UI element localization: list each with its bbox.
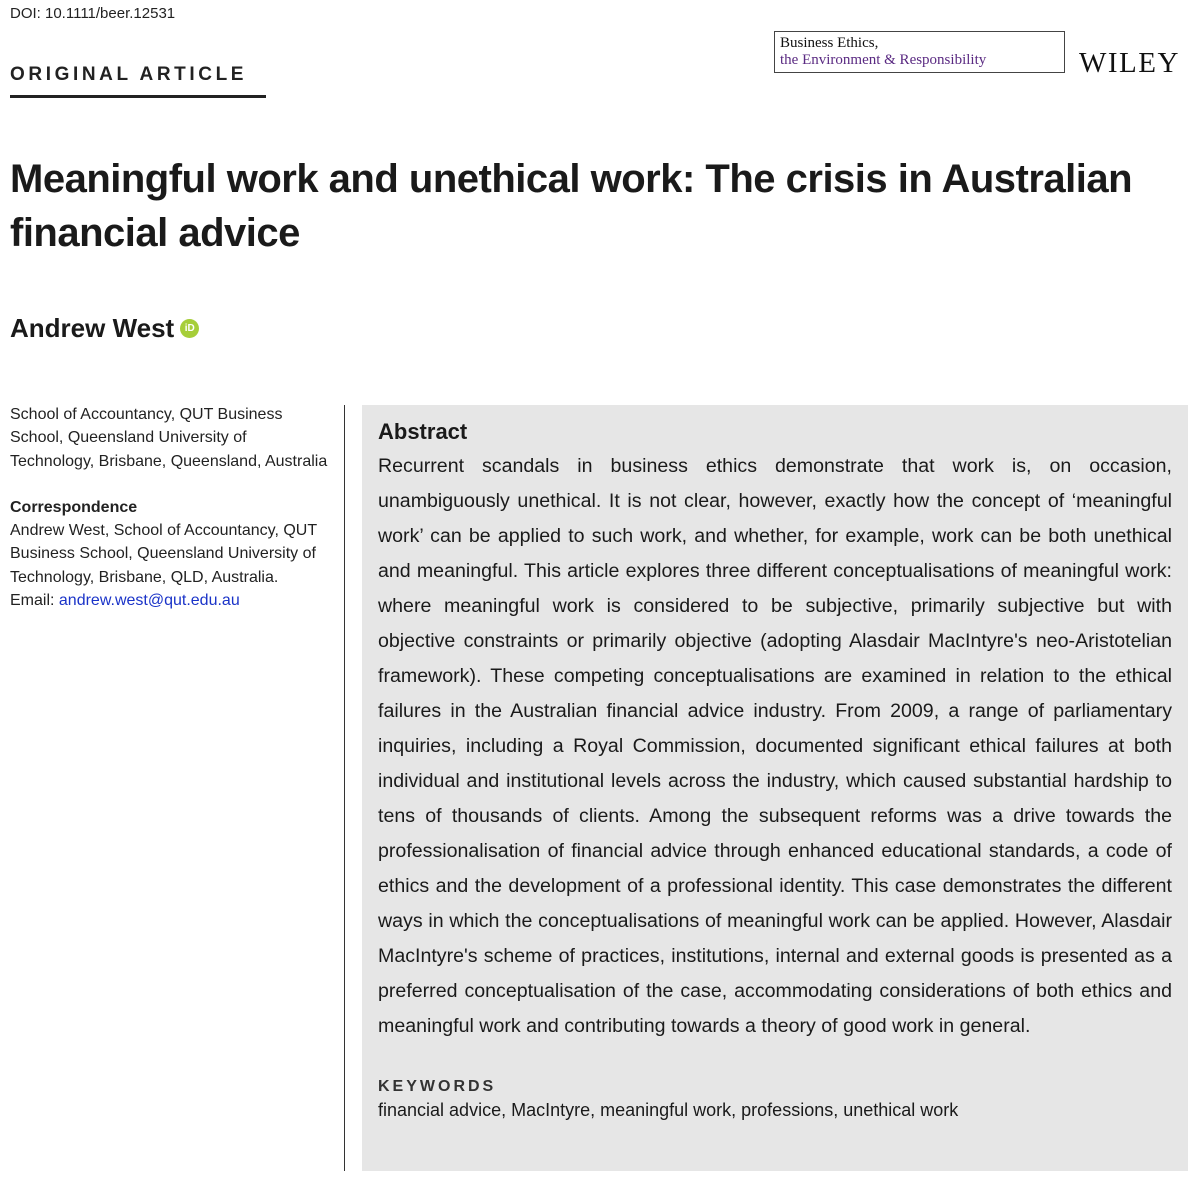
publisher-logo: WILEY <box>1079 47 1180 79</box>
author-line <box>10 313 199 344</box>
author-name: Andrew West <box>10 313 175 343</box>
keywords-list: financial advice, MacIntyre, meaningful work, professions, unethical work <box>378 1100 959 1120</box>
journal-name-line1: Business Ethics, <box>780 35 879 51</box>
affiliation-column <box>10 403 330 612</box>
abstract-heading: Abstract <box>378 419 468 444</box>
journal-name-line2: the Environment & Responsibility <box>780 52 987 68</box>
email-label: Email: <box>10 592 59 610</box>
journal-logo <box>774 31 1065 73</box>
abstract-text: Recurrent scandals in business ethics demonstrate that work is, on occasion, unambiguously unethical. It is not clear, however, exactly how the concept of ‘meaningful work’ can be applied to such work, and whether, for example, work can be both unethical and meaningful. This article explores three different conceptualisations of meaningful work: where meaningful work is considered to be subjective, primarily subjective but with objective constraints or primarily objective (adopting Alasdair MacIntyre's neo-Aristotelian framework). These competing conceptualisations are examined in relation to the ethical failures in the Australian financial advice industry. From 2009, a range of parliamentary inquiries, including a Royal Commission, documented significant ethical failures at both individual and institutional levels across the industry, which caused substantial hardship to tens of thousands of clients. Among the subsequent reforms was a drive towards the professionalisation of financial advice through enhanced educational standards, a code of ethics and the development of a professional identity. This case demonstrates the different ways in which the conceptualisations of meaningful work can be applied. However, Alasdair MacIntyre's scheme of practices, institutions, internal and external goods is presented as a preferred conceptualisation of the case, accommodating considerations of both ethics and meaningful work and contributing towards a theory of good work in general. <box>378 455 1172 1037</box>
email-link[interactable]: andrew.west@qut.edu.au <box>58 592 240 610</box>
keywords-heading: KEYWORDS <box>378 1078 497 1095</box>
affiliation: School of Accountancy, QUT Business School, Queensland University of Technology, Brisbane, Queensland, Australia <box>10 406 328 470</box>
correspondence-text: Andrew West, School of Accountancy, QUT Business School, Queensland University of Technology, Brisbane, QLD, Australia. <box>10 522 317 586</box>
email-line <box>10 589 330 612</box>
article-type-underline <box>10 95 266 98</box>
article-title: Meaningful work and unethical work: The crisis in Australian financial advice <box>10 157 1133 255</box>
correspondence-heading: Correspondence <box>10 498 138 516</box>
orcid-icon[interactable]: iD <box>180 319 199 338</box>
abstract-panel <box>362 405 1188 1171</box>
article-type-label: ORIGINAL ARTICLE <box>10 64 248 85</box>
doi: DOI: 10.1111/beer.12531 <box>10 5 176 22</box>
column-divider <box>344 405 345 1171</box>
